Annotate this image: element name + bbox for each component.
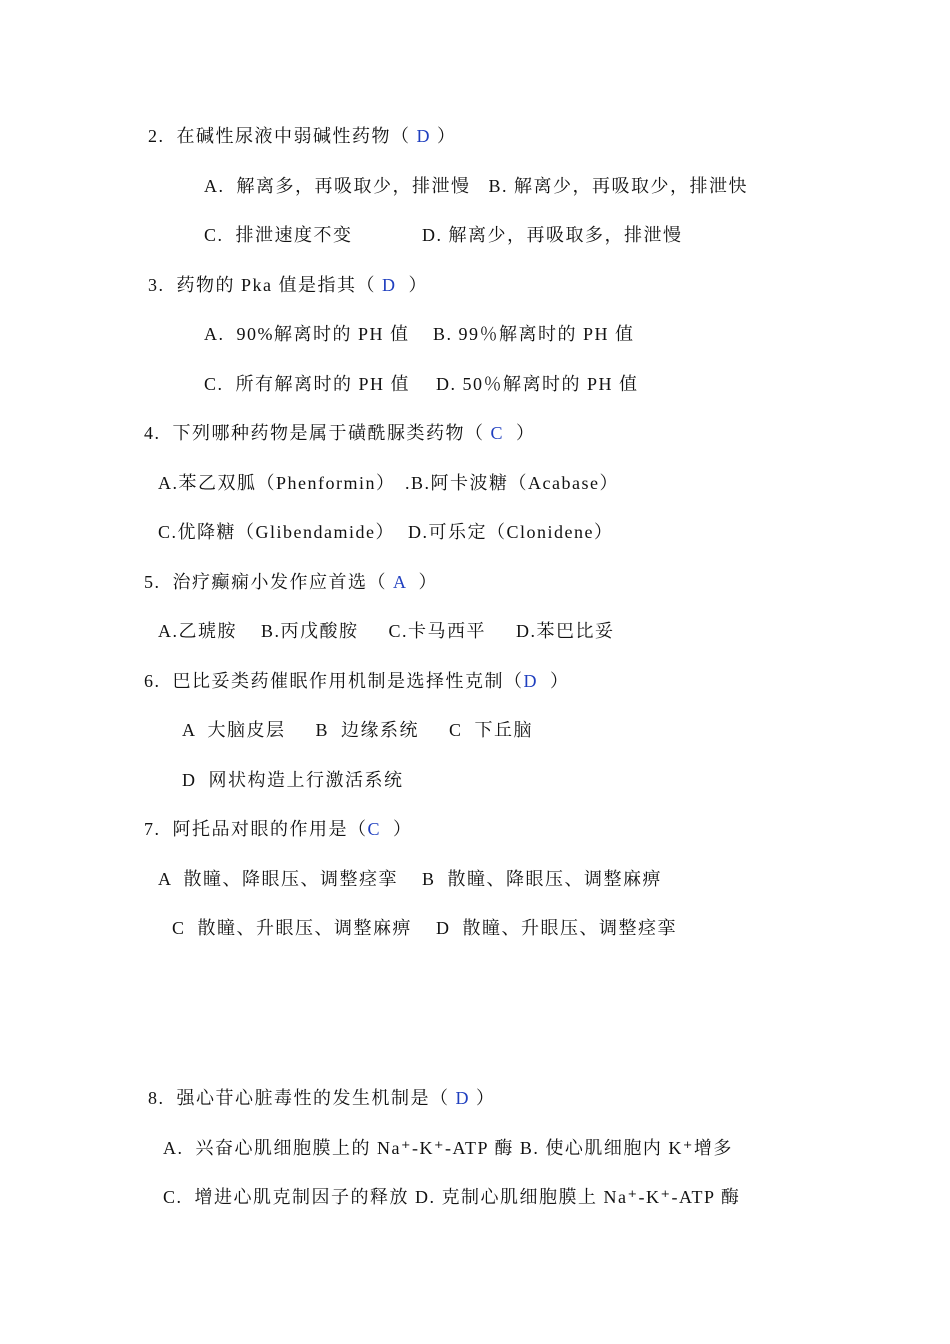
question-6-text: 6. 巴比妥类药催眠作用机制是选择性克制（ (144, 671, 524, 691)
question-2-options-row-1: A. 解离多，再吸取少，排泄慢 B. 解离少，再吸取少，排泄快 (204, 176, 749, 196)
question-4-text-end: ） (504, 423, 536, 443)
question-8-stem (148, 1086, 496, 1110)
question-7-answer: C (367, 819, 382, 839)
question-3-text: 3. 药物的 Pka 值是指其（ (148, 275, 382, 295)
question-8-answer: D (455, 1088, 470, 1108)
question-3-text-end: ） (396, 275, 428, 295)
question-7-text-end: ） (381, 819, 413, 839)
question-3-answer: D (382, 275, 397, 295)
question-4-stem (144, 421, 536, 445)
question-4-option-a: A.苯乙双胍（Phenformin） (158, 473, 396, 493)
question-4-option-b: .B.阿卡波糖（Acabase） (405, 473, 619, 493)
question-2-text: 2. 在碱性尿液中弱碱性药物（ (148, 126, 417, 146)
question-3-stem (148, 273, 428, 297)
question-6-options-row-2: D 网状构造上行激活系统 (182, 770, 404, 790)
question-4-answer: C (490, 423, 505, 443)
question-6-stem (144, 669, 570, 693)
question-8-options-row-2: C. 增进心肌克制因子的释放 D. 克制心肌细胞膜上 Na⁺-K⁺-ATP 酶 (163, 1187, 741, 1207)
question-4-option-d: D.可乐定（Clonidene） (408, 522, 614, 542)
question-7-options-row-2: C 散瞳、升眼压、调整麻痹 D 散瞳、升眼压、调整痉挛 (172, 918, 678, 938)
question-5-answer: A (393, 572, 407, 592)
question-5-text-end: ） (406, 572, 439, 592)
question-2-text-end: ） (431, 126, 457, 146)
question-2-option-c: C. 排泄速度不变 (204, 225, 353, 245)
question-6-answer: D (523, 671, 538, 691)
question-3-option-b: B. 99％解离时的 PH 值 (433, 324, 635, 344)
question-5-stem (144, 570, 438, 594)
question-5-options: A.乙琥胺 B.丙戊酸胺 C.卡马西平 D.苯巴比妥 (158, 621, 615, 641)
question-4-option-c: C.优降糖（Glibendamide） (158, 522, 395, 542)
question-3-option-c: C. 所有解离时的 PH 值 (204, 374, 411, 394)
question-4-text: 4. 下列哪种药物是属于磺酰脲类药物（ (144, 423, 491, 443)
question-7-stem (144, 817, 413, 841)
question-2-option-d: D. 解离少，再吸取多，排泄慢 (422, 225, 683, 245)
question-6-text-end: ） (538, 671, 570, 691)
question-3-option-d: D. 50％解离时的 PH 值 (436, 374, 639, 394)
question-2-answer: D (416, 126, 431, 146)
question-5-text: 5. 治疗癫痫小发作应首选（ (144, 572, 393, 592)
question-7-text: 7. 阿托品对眼的作用是（ (144, 819, 368, 839)
question-8-text: 8. 强心苷心脏毒性的发生机制是（ (148, 1088, 456, 1108)
question-8-options-row-1: A. 兴奋心肌细胞膜上的 Na⁺-K⁺-ATP 酶 B. 使心肌细胞内 K⁺增多 (163, 1138, 733, 1158)
question-8-text-end: ） (470, 1088, 496, 1108)
question-2-stem (148, 124, 457, 148)
question-6-options-row-1: A 大脑皮层 B 边缘系统 C 下丘脑 (182, 720, 534, 740)
question-3-option-a: A. 90%解离时的 PH 值 (204, 324, 410, 344)
question-7-options-row-1: A 散瞳、降眼压、调整痉挛 B 散瞳、降眼压、调整麻痹 (158, 869, 663, 889)
